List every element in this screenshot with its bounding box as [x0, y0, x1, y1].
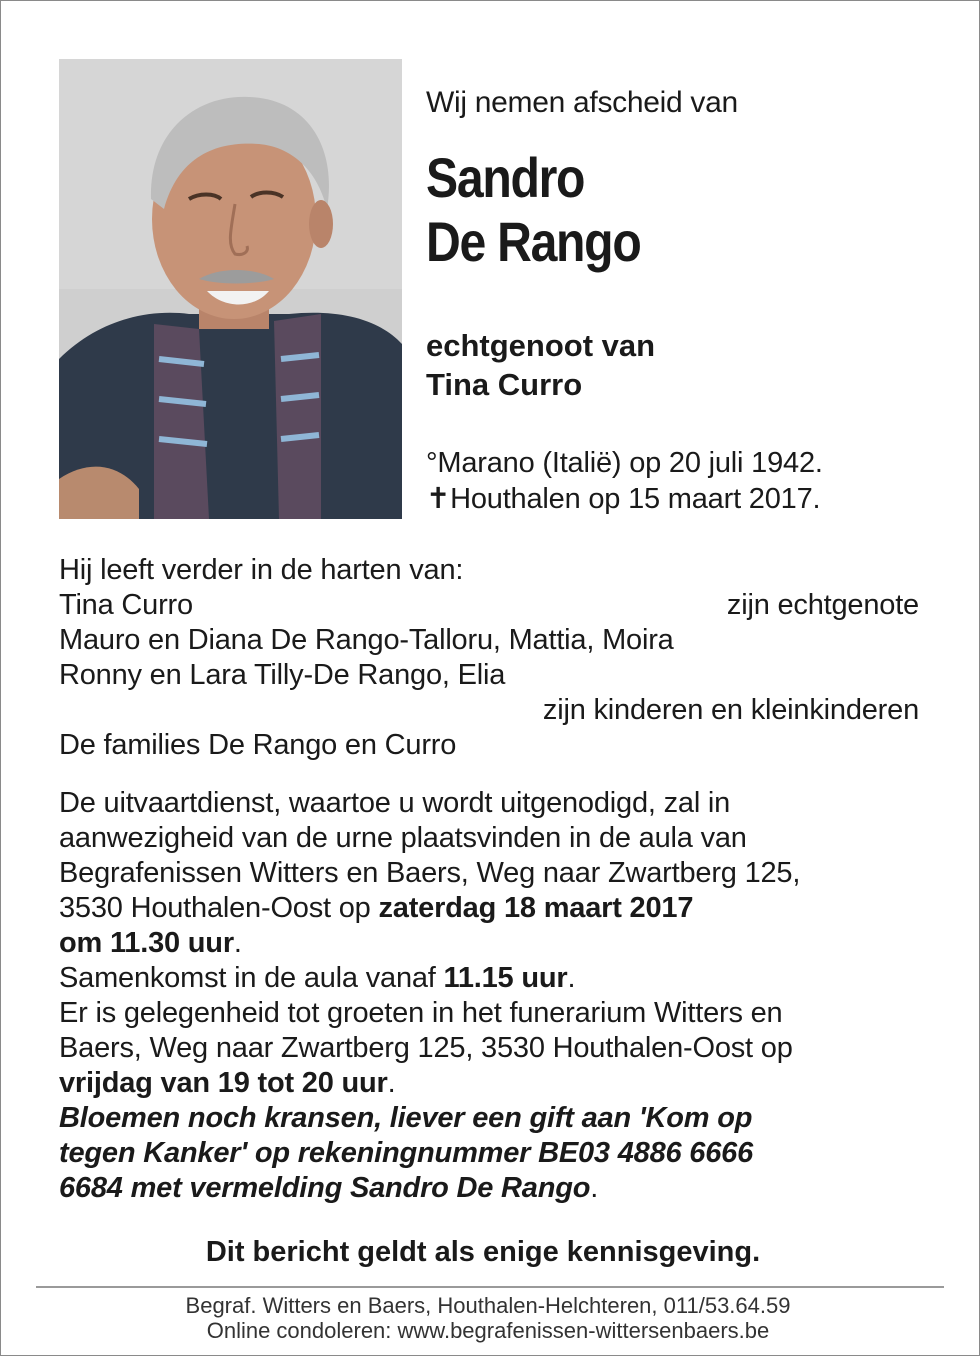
first-name: Sandro: [426, 146, 585, 209]
service-line: [59, 926, 919, 961]
donation-line: tegen Kanker' op rekeningnummer BE03 4886 6666: [59, 1137, 753, 1169]
service-line: [59, 1066, 919, 1101]
footer: [0, 1293, 976, 1343]
donation-line: Bloemen noch kransen, liever een gift aan 'Kom op: [59, 1102, 753, 1134]
funeral-home-info: Begraf. Witters en Baers, Houthalen-Helchteren, 011/53.64.59: [185, 1293, 791, 1318]
service-line: Er is gelegenheid tot groeten in het funerarium Witters en: [59, 997, 783, 1029]
donation-line: [59, 1171, 919, 1206]
service-line: De uitvaartdienst, waartoe u wordt uitgenodigd, zal in: [59, 787, 731, 819]
service-text: .: [233, 927, 242, 959]
service-line: Baers, Weg naar Zwartberg 125, 3530 Houthalen-Oost op: [59, 1032, 793, 1064]
service-text: Samenkomst in de aula vanaf: [59, 962, 444, 994]
portrait-photo: [59, 59, 402, 519]
family-spouse-role: zijn echtgenote: [726, 589, 919, 621]
birth-date: °Marano (Italië) op 20 juli 1942.: [426, 447, 823, 479]
service-text: .: [387, 1067, 396, 1099]
visitation-time: vrijdag van 19 tot 20 uur: [59, 1067, 388, 1099]
announcement-body: [59, 553, 919, 1206]
dates-block: [426, 445, 823, 517]
death-date: ✝Houthalen op 15 maart 2017.: [426, 483, 821, 515]
service-line: [59, 961, 919, 996]
donation-text: 6684 met vermelding Sandro De Rango: [59, 1172, 591, 1204]
deceased-name: [426, 146, 640, 274]
notice-text: Dit bericht geldt als enige kennisgeving.: [205, 1236, 761, 1268]
service-time: om 11.30 uur: [59, 927, 234, 959]
service-text: 3530 Houthalen-Oost op: [59, 892, 379, 924]
service-line: aanwezigheid van de urne plaatsvinden in de aula van: [59, 822, 747, 854]
family-child-1: Mauro en Diana De Rango-Talloru, Mattia, Moira: [59, 624, 674, 656]
family-child-2: Ronny en Lara Tilly-De Rango, Elia: [59, 659, 506, 691]
family-spouse-name: Tina Curro: [59, 589, 193, 621]
spouse-name: Tina Curro: [426, 367, 583, 402]
service-text: .: [567, 962, 576, 994]
spouse-relation: echtgenoot van: [426, 328, 656, 363]
online-condolence: Online condoleren: www.begrafenissen-wittersenbaers.be: [206, 1318, 770, 1343]
family-row-spouse: [59, 588, 919, 623]
family-families: De families De Rango en Curro: [59, 729, 457, 761]
service-date: zaterdag 18 maart 2017: [378, 892, 694, 924]
service-line: Begrafenissen Witters en Baers, Weg naar Zwartberg 125,: [59, 857, 801, 889]
service-text: .: [590, 1172, 599, 1204]
last-name: De Rango: [426, 210, 641, 273]
intro-text: Wij nemen afscheid van: [426, 86, 738, 119]
family-children-role: zijn kinderen en kleinkinderen: [542, 694, 919, 726]
footer-divider: [36, 1286, 944, 1288]
family-heading: Hij leeft verder in de harten van:: [59, 554, 464, 586]
spouse-block: [426, 326, 655, 404]
service-line: [59, 891, 919, 926]
gathering-time: 11.15 uur: [443, 962, 568, 994]
